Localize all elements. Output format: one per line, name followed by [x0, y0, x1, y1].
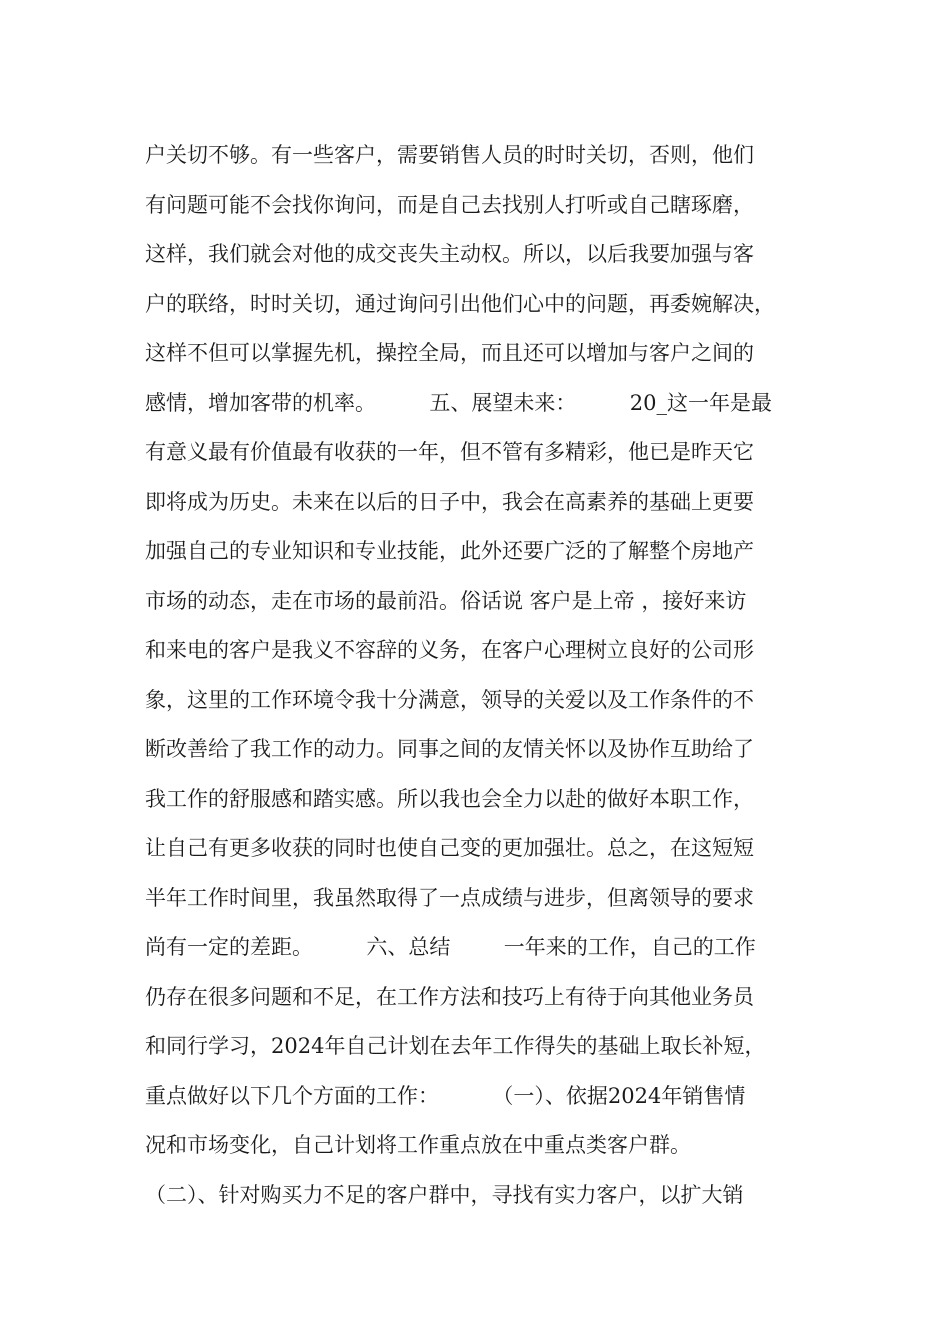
text-line: 这样，我们就会对他的成交丧失主动权。所以，以后我要加强与客 [145, 242, 754, 266]
text-line: 市场的动态，走在市场的最前沿。俗话说 客户是上帝 ，接好来访 [145, 588, 747, 613]
text-line: 断改善给了我工作的动力。同事之间的友情关怀以及协作互助给了 [145, 737, 754, 761]
text-line: 和同行学习，2024年自己计划在去年工作得失的基础上取长补短， [145, 1034, 766, 1058]
text-line: 感情，增加客带的机率。 五、展望未来： 20_这一年是最 [145, 390, 773, 415]
text-line: 即将成为历史。未来在以后的日子中，我会在高素养的基础上更要 [145, 489, 754, 514]
text-line: 仍存在很多问题和不足，在工作方法和技巧上有待于向其他业务员 [145, 984, 754, 1009]
body-text [145, 131, 825, 1220]
text-line: 重点做好以下几个方面的工作： （一）、依据2024年销售情 [145, 1083, 746, 1108]
text-line: 让自己有更多收获的同时也使自己变的更加强壮。总之，在这短短 [145, 836, 754, 860]
text-line: 户的联络，时时关切，通过询问引出他们心中的问题，再委婉解决， [145, 291, 775, 316]
text-line: 尚有一定的差距。 六、总结 一年来的工作，自己的工作 [145, 935, 756, 959]
text-line: 户关切不够。有一些客户，需要销售人员的时时关切，否则，他们 [145, 143, 754, 167]
text-line: 我工作的舒服感和踏实感。所以我也会全力以赴的做好本职工作， [145, 786, 754, 811]
text-line: 有问题可能不会找你询问，而是自己去找别人打听或自己瞎琢磨， [145, 192, 754, 217]
text-line: 况和市场变化，自己计划将工作重点放在中重点类客户群。 [145, 1133, 691, 1157]
text-line: 和来电的客户是我义不容辞的义务，在客户心理树立良好的公司形 [145, 638, 754, 662]
text-line: 这样不但可以掌握先机，操控全局，而且还可以增加与客户之间的 [145, 341, 754, 365]
text-line: 象，这里的工作环境令我十分满意，领导的关爱以及工作条件的不 [145, 687, 754, 712]
text-line: 有意义最有价值最有收获的一年，但不管有多精彩，他已是昨天它 [145, 440, 754, 464]
text-line: 加强自己的专业知识和专业技能，此外还要广泛的了解整个房地产 [145, 539, 754, 563]
text-line: （二）、针对购买力不足的客户群中，寻找有实力客户，以扩大销 [145, 1182, 744, 1207]
text-line: 半年工作时间里，我虽然取得了一点成绩与进步，但离领导的要求 [145, 885, 754, 910]
